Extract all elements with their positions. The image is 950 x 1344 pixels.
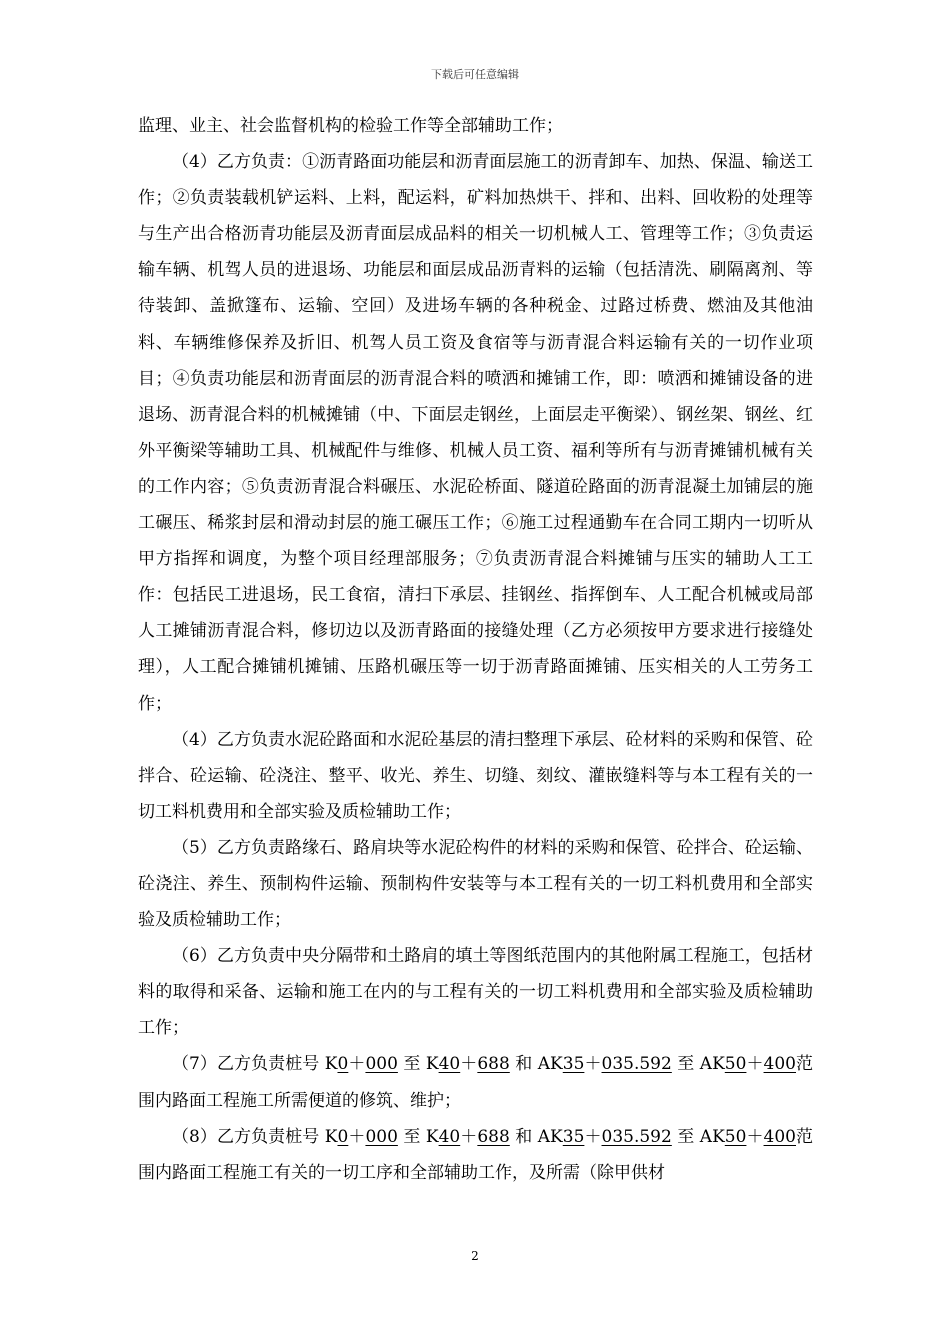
paragraph-item-5: （5）乙方负责路缘石、路肩块等水泥砼构件的材料的采购和保管、砼拌合、砼运输、砼浇注、养生、预制构件运输、预制构件安装等与本工程有关的一切工料机费用和全部实验及质检辅助工作；	[138, 837, 813, 931]
item-7-k1: 0	[337, 1054, 349, 1075]
item-8-plus2: ＋	[460, 1126, 478, 1147]
item-7-k2m: 688	[477, 1054, 510, 1075]
item-7-lead: （7）乙方负责桩号 K	[172, 1054, 338, 1075]
item-7-k2: 40	[438, 1054, 461, 1075]
item-8-and: 和 AK	[509, 1126, 563, 1147]
paragraph-item-6: （6）乙方负责中央分隔带和土路肩的填土等图纸范围内的其他附属工程施工，包括材料的取得和采备、运输和施工在内的与工程有关的一切工料机费用和全部实验及质检辅助工作；	[138, 946, 813, 1039]
item-8-k2: 40	[438, 1126, 461, 1147]
item-7-to2: 至 AK	[671, 1054, 725, 1075]
item-8-plus4: ＋	[746, 1126, 764, 1147]
item-8-ak2: 50	[724, 1126, 747, 1147]
paragraph-item-8	[138, 1119, 813, 1191]
item-7-plus1: ＋	[348, 1054, 366, 1075]
item-7-ak2m: 400	[763, 1054, 796, 1075]
item-8-lead: （8）乙方负责桩号 K	[172, 1126, 338, 1147]
paragraph-continuation: 监理、业主、社会监督机构的检验工作等全部辅助工作；	[138, 116, 563, 136]
item-8-to2: 至 AK	[671, 1126, 725, 1147]
item-7-to1: 至 K	[397, 1054, 439, 1075]
document-body	[138, 108, 813, 1191]
item-7-plus2: ＋	[460, 1054, 478, 1075]
item-7-plus4: ＋	[746, 1054, 764, 1075]
paragraph-item-4-concrete: （4）乙方负责水泥砼路面和水泥砼基层的清扫整理下承层、砼材料的采购和保管、砼拌合、砼运输、砼浇注、整平、收光、养生、切缝、刻纹、灌嵌缝料等与本工程有关的一切工料机费用和全部实验及质检辅助工作；	[138, 729, 813, 822]
item-7-ak1: 35	[562, 1054, 585, 1075]
item-7-ak1m: 035.592	[601, 1054, 672, 1075]
page-header: 下载后可任意编辑	[431, 68, 519, 81]
item-8-k1: 0	[337, 1126, 349, 1147]
item-8-ak1m: 035.592	[601, 1126, 672, 1147]
paragraph-item-7	[138, 1046, 813, 1118]
page-number: 2	[471, 1249, 479, 1263]
item-7-and: 和 AK	[509, 1054, 563, 1075]
item-7-ak2: 50	[724, 1054, 747, 1075]
item-8-k1m: 000	[365, 1126, 398, 1147]
item-8-ak1: 35	[562, 1126, 585, 1147]
item-8-plus3: ＋	[584, 1126, 602, 1147]
item-7-plus3: ＋	[584, 1054, 602, 1075]
item-8-plus1: ＋	[348, 1126, 366, 1147]
item-8-tail: 范围内路面工程施工有关的一切工序和全部辅助工作，及所需（除甲供材	[138, 1126, 814, 1183]
item-7-tail: 范围内路面工程施工所需便道的修筑、维护；	[138, 1054, 814, 1111]
item-8-k2m: 688	[477, 1126, 510, 1147]
item-7-k1m: 000	[365, 1054, 398, 1075]
paragraph-item-4-asphalt: （4）乙方负责：①沥青路面功能层和沥青面层施工的沥青卸车、加热、保温、输送工作；②负责装载机铲运料、上料，配运料，矿料加热烘干、拌和、出料、回收粉的处理等与生产出合格沥青功能层及沥青面层成品料的相关一切机械人工、管理等工作；③负责运输车辆、机驾人员的进退场、功能层和面层成品沥青料的运输（包括清洗、刷隔离剂、等待装卸、盖掀篷布、运输、空回）及进场车辆的各种税金、过路过桥费、燃油及其他油料、车辆维修保养及折旧、机驾人员工资及食宿等与沥青混合料运输有关的一切作业项目；④负责功能层和沥青面层的沥青混合料的喷洒和摊铺工作，即：喷洒和摊铺设备的进退场、沥青混合料的机械摊铺（中、下面层走钢丝，上面层走平衡梁）、钢丝架、钢丝、红外平衡梁等辅助工具、机械配件与维修、机械人员工资、福利等所有与沥青摊铺机械有关的工作内容；⑤负责沥青混合料碾压、水泥砼桥面、隧道砼路面的沥青混凝土加铺层的施工碾压、稀浆封层和滑动封层的施工碾压工作；⑥施工过程通勤车在合同工期内一切听从甲方指挥和调度，为整个项目经理部服务；⑦负责沥青混合料摊铺与压实的辅助人工工作：包括民工进退场，民工食宿，清扫下承层、挂钢丝、指挥倒车、人工配合机械或局部人工摊铺沥青混合料，修切边以及沥青路面的接缝处理（乙方必须按甲方要求进行接缝处理），人工配合摊铺机摊铺、压路机碾压等一切于沥青路面摊铺、压实相关的人工劳务工作；	[138, 152, 813, 714]
item-8-ak2m: 400	[763, 1126, 796, 1147]
item-8-to1: 至 K	[397, 1126, 439, 1147]
